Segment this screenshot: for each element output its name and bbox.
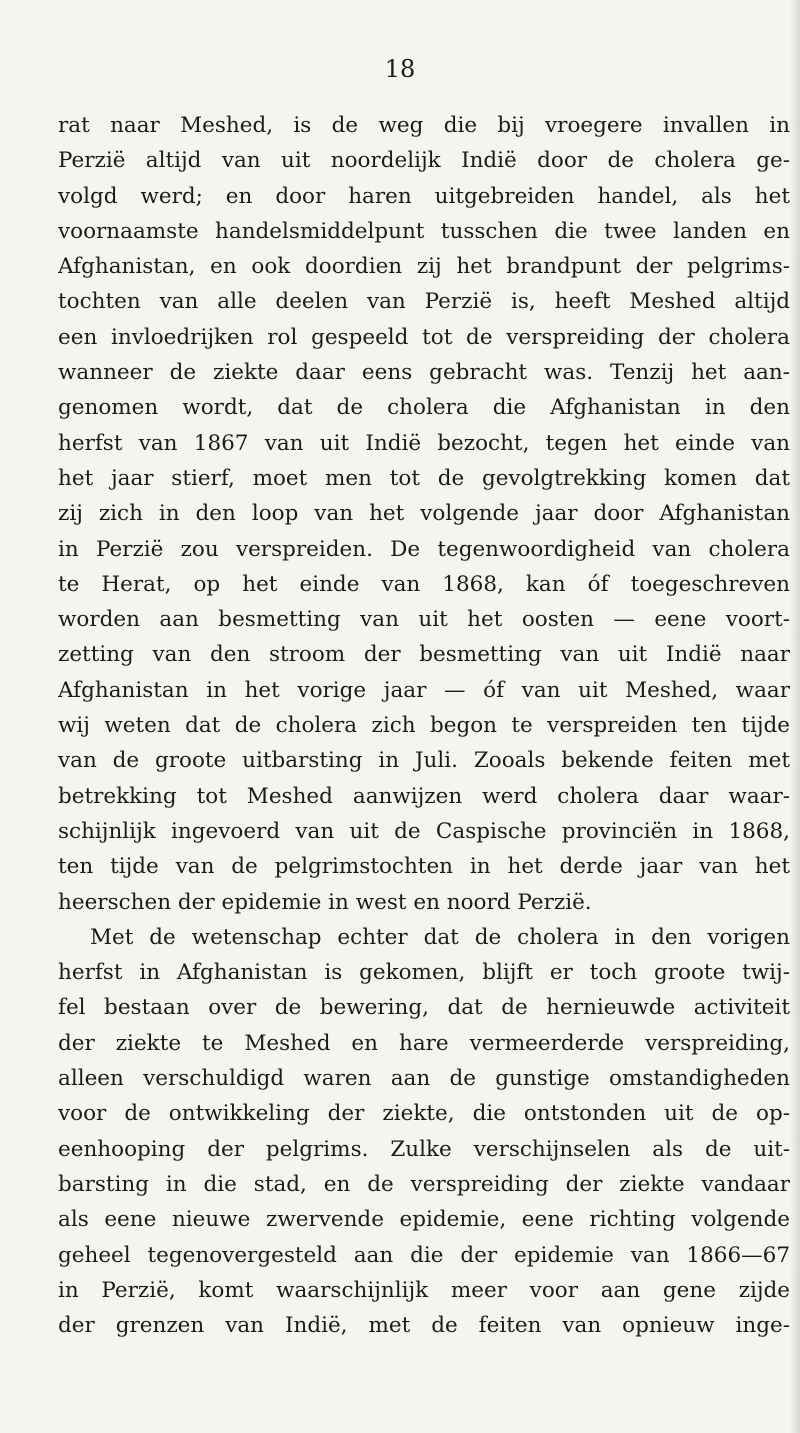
- text-line: herfst in Afghanistan is gekomen, blijft er toch groote twij-: [58, 960, 790, 986]
- text-line: in Perzië zou verspreiden. De tegenwoordigheid van cholera: [58, 536, 790, 562]
- text-line: der grenzen van Indië, met de feiten van opnieuw inge-: [58, 1313, 790, 1339]
- text-line: wanneer de ziekte daar eens gebracht was. Tenzij het aan-: [58, 360, 790, 386]
- text-line: der ziekte te Meshed en hare vermeerderde verspreiding,: [58, 1030, 790, 1056]
- text-line: Afghanistan, en ook doordien zij het brandpunt der pelgrims-: [58, 254, 790, 280]
- text-line: heerschen der epidemie in west en noord Perzië.: [58, 889, 592, 915]
- text-line: wij weten dat de cholera zich begon te verspreiden ten tijde: [58, 713, 790, 739]
- text-line: als eene nieuwe zwervende epidemie, eene richting volgende: [58, 1207, 790, 1233]
- body-text: [58, 108, 790, 1343]
- text-line: in Perzië, komt waarschijnlijk meer voor aan gene zijde: [58, 1277, 790, 1303]
- text-line: betrekking tot Meshed aanwijzen werd cholera daar waar-: [58, 783, 790, 809]
- text-line: voor de ontwikkeling der ziekte, die ontstonden uit de op-: [58, 1101, 790, 1127]
- text-line: tochten van alle deelen van Perzië is, heeft Meshed altijd: [58, 289, 790, 315]
- text-line: schijnlijk ingevoerd van uit de Caspische provinciën in 1868,: [58, 818, 790, 844]
- text-line: Met de wetenschap echter dat de cholera in den vorigen: [90, 924, 790, 950]
- text-line: rat naar Meshed, is de weg die bij vroegere invallen in: [58, 113, 790, 138]
- text-line: te Herat, op het einde van 1868, kan óf toegeschreven: [58, 571, 790, 597]
- text-line: voornaamste handelsmiddelpunt tusschen die twee landen en: [58, 218, 790, 244]
- text-line: zij zich in den loop van het volgende jaar door Afghanistan: [58, 501, 790, 527]
- text-line: barsting in die stad, en de verspreiding der ziekte vandaar: [58, 1171, 790, 1197]
- text-line: genomen wordt, dat de cholera die Afghanistan in den: [58, 395, 790, 421]
- text-line: herfst van 1867 van uit Indië bezocht, tegen het einde van: [58, 430, 790, 456]
- text-line: fel bestaan over de bewering, dat de hernieuwde activiteit: [58, 995, 790, 1021]
- text-line: een invloedrijken rol gespeeld tot de verspreiding der cholera: [58, 324, 790, 350]
- text-line: Afghanistan in het vorige jaar — óf van uit Meshed, waar: [58, 677, 790, 703]
- page-edge-shadow: [790, 0, 800, 1433]
- text-line: eenhooping der pelgrims. Zulke verschijnselen als de uit-: [58, 1136, 790, 1162]
- page-number: 18: [384, 55, 416, 83]
- text-line: geheel tegenovergesteld aan die der epidemie van 1866—67: [58, 1242, 790, 1268]
- text-line: ten tijde van de pelgrimstochten in het derde jaar van het: [58, 854, 790, 880]
- text-line: zetting van den stroom der besmetting van uit Indië naar: [58, 642, 790, 668]
- text-line: Perzië altijd van uit noordelijk Indië door de cholera ge-: [58, 148, 790, 174]
- text-line: het jaar stierf, moet men tot de gevolgtrekking komen dat: [58, 465, 790, 491]
- text-line: worden aan besmetting van uit het oosten — eene voort-: [58, 607, 790, 633]
- text-line: van de groote uitbarsting in Juli. Zooals bekende feiten met: [58, 748, 790, 774]
- text-line: volgd werd; en door haren uitgebreiden handel, als het: [58, 183, 790, 209]
- text-line: alleen verschuldigd waren aan de gunstige omstandigheden: [58, 1066, 790, 1092]
